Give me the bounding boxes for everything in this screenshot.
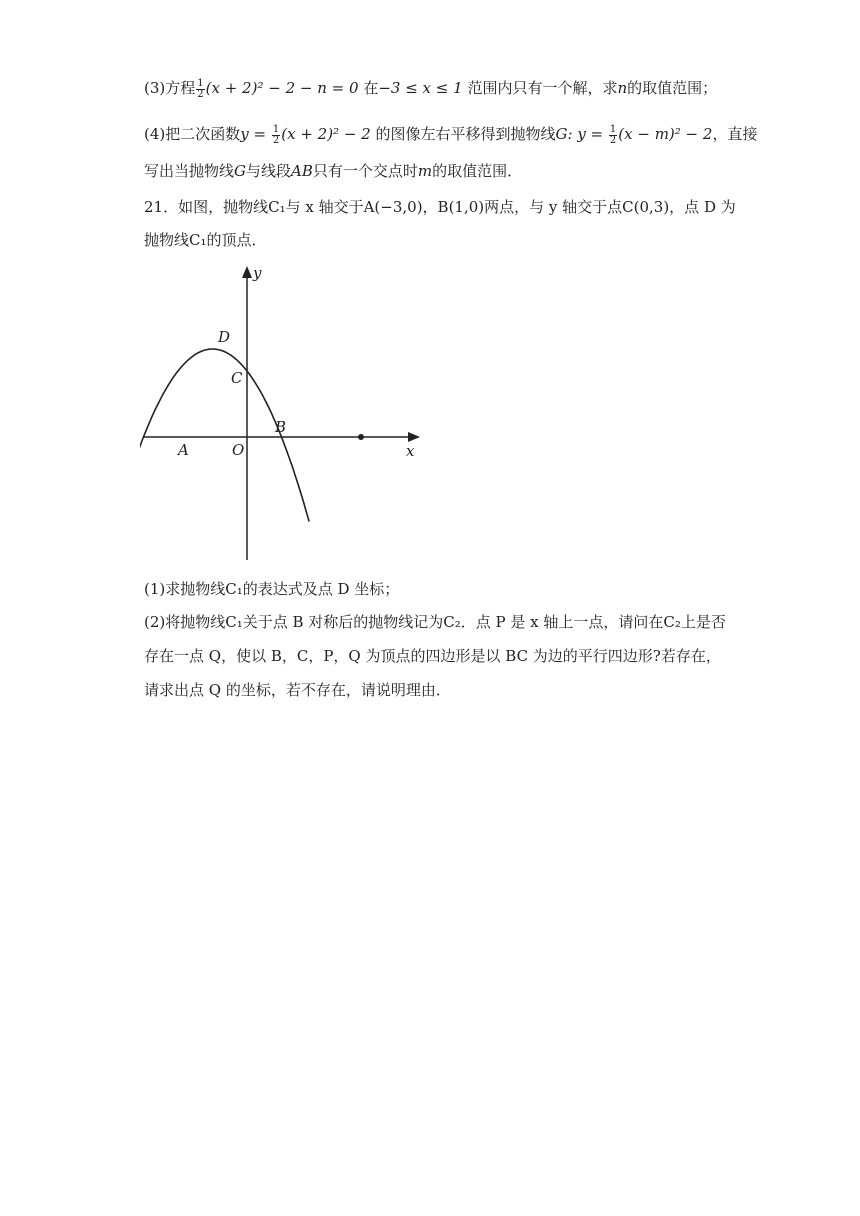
parabola-graph [140, 262, 430, 562]
q3-mid: 在 [363, 79, 379, 97]
q4-G-eq: G: y = [555, 125, 608, 143]
q4-l2d: 的取值范围． [432, 162, 523, 180]
label-A: A [178, 441, 189, 459]
q4-l2c: 只有一个交点时 [312, 162, 418, 180]
x-axis-point [358, 434, 364, 440]
q3-prefix: 方程 [165, 79, 196, 97]
label-B: B [275, 418, 287, 436]
question-4-line2 [144, 160, 522, 182]
label-C: C [231, 369, 243, 387]
q4-eq1-left: y = [240, 125, 271, 143]
question-21-part2-line3: 请求出点 Q 的坐标，若不存在，请说明理由． [144, 681, 451, 699]
label-x: x [406, 442, 415, 460]
q4-l2m: m [417, 162, 433, 180]
parabola-figure [140, 262, 430, 562]
q4-eq1-right: (x + 2)² − 2 [281, 125, 371, 143]
q4-l2a: 写出当抛物线 [144, 162, 235, 180]
q3-suffix: 范围内只有一个解，求 [467, 79, 618, 97]
x-axis-arrow-icon [408, 432, 420, 442]
q4-eq2-right: (x − m)² − 2 [618, 125, 713, 143]
question-21-line1 [144, 196, 736, 218]
q4-fraction1: $\frac{1}{2}$ [272, 123, 280, 146]
question-21-line2: 抛物线C₁的顶点． [144, 231, 267, 249]
parabola-c1-curve [140, 349, 309, 562]
q3-var: n [617, 79, 628, 97]
q4-prefix: 把二次函数 [165, 125, 241, 143]
q3-label: (3) [144, 79, 166, 97]
question-21-part2-line1: (2)将抛物线C₁关于点 B 对称后的抛物线记为C₂．点 P 是 x 轴上一点，请问在C₂上是否 [144, 613, 726, 631]
q3-end: 的取值范围； [627, 79, 718, 97]
question-21-part1: (1)求抛物线C₁的表达式及点 D 坐标； [144, 580, 400, 598]
q4-fraction2: $\frac{1}{2}$ [609, 123, 617, 146]
q4-l2AB: AB [291, 162, 313, 180]
q3-fraction: $\frac{1}{2}$ [197, 77, 204, 100]
q21-number: 21． [144, 198, 179, 216]
q4-tail: ，直接 [712, 125, 758, 143]
label-y: y [253, 264, 262, 282]
q4-mid: 的图像左右平移得到抛物线 [375, 125, 556, 143]
question-21-part2-line2: 存在一点 Q，使以 B，C，P，Q 为顶点的四边形是以 BC 为边的平行四边形?若存在， [144, 647, 721, 665]
q4-label: (4) [144, 125, 166, 143]
q21-line1-text: 如图，抛物线C₁与 x 轴交于A(−3,0)，B(1,0)两点，与 y 轴交于点C(0,3)，点 D 为 [178, 198, 736, 216]
question-3-text [144, 77, 717, 100]
label-O: O [232, 441, 245, 459]
q3-range: −3 ≤ x ≤ 1 [378, 79, 463, 97]
q4-l2b: 与线段 [246, 162, 292, 180]
q3-equation: (x + 2)² − 2 − n = 0 [205, 79, 359, 97]
q4-l2G: G [234, 162, 246, 180]
question-4-line1 [144, 123, 757, 146]
label-D: D [218, 328, 231, 346]
y-axis-arrow-icon [242, 266, 252, 278]
